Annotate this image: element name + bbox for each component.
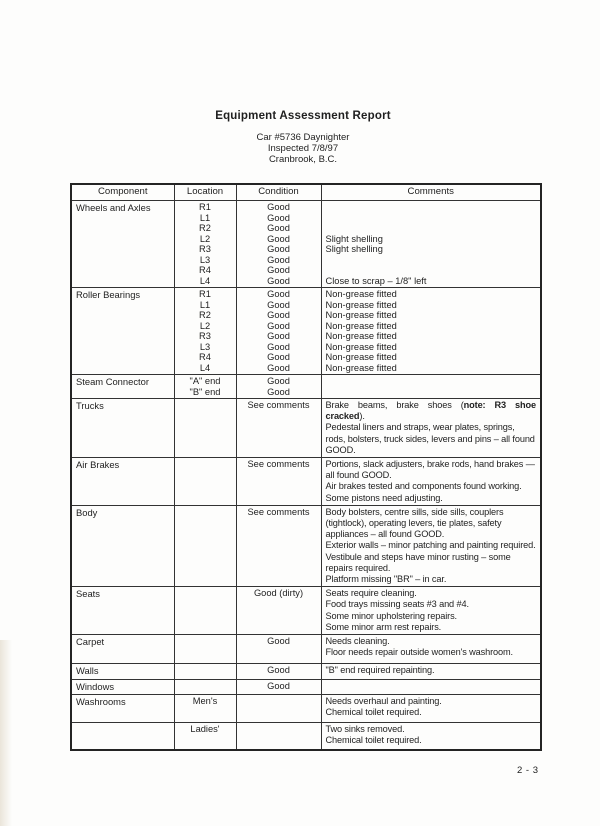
- condition-line: Good: [267, 341, 290, 352]
- condition-line: Good: [267, 299, 290, 310]
- comment-paragraph: Floor needs repair outside women's washroom.: [325, 647, 513, 658]
- comment-paragraph: Needs cleaning.: [325, 636, 390, 647]
- table-row-trucks: [71, 399, 541, 458]
- location-line: R4: [199, 265, 211, 275]
- condition-line: Good: [267, 352, 290, 362]
- component-cell: Wheels and Axles: [71, 201, 174, 288]
- condition-cell: [236, 201, 321, 288]
- condition-cell: [236, 458, 321, 506]
- condition-line: Good: [267, 362, 290, 373]
- comment-line: Non-grease fitted: [325, 331, 397, 341]
- comment-line: Close to scrap – 1/8" left: [325, 275, 427, 286]
- comment-paragraph: Food trays missing seats #3 and #4.: [325, 599, 469, 610]
- component-cell: Windows: [71, 680, 174, 695]
- condition-line: Good: [267, 376, 290, 386]
- condition-cell: [236, 695, 321, 723]
- condition-line: Good: [267, 275, 290, 286]
- location-line: Cranbrook, B.C.: [268, 153, 338, 165]
- component-cell: Seats: [71, 587, 174, 635]
- location-line: R1: [199, 289, 211, 299]
- condition-line: Good: [267, 386, 290, 397]
- location-line: L1: [199, 212, 211, 223]
- location-line: L3: [199, 341, 211, 352]
- condition-line: Good: [267, 223, 290, 233]
- location-line: "A" end: [189, 376, 221, 386]
- assessment-table: [70, 183, 542, 751]
- comment-line: Slight shelling: [325, 244, 383, 254]
- comment-text: Brake beams, brake shoes (: [325, 400, 464, 410]
- comment-paragraph: Pedestal liners and straps, wear plates, springs, rods, bolsters, truck sides, levers and pins – all found GOOD.: [325, 422, 535, 455]
- header-comments: Comments: [321, 184, 541, 201]
- comment-paragraph: Seats require cleaning.: [325, 588, 417, 599]
- condition-line: Good: [267, 636, 290, 647]
- car-number-line: Car #5736 Daynighter: [256, 132, 350, 143]
- comments-cell: [321, 723, 541, 751]
- inspected-date-line: Inspected 7/8/97: [267, 142, 339, 154]
- condition-cell: [236, 680, 321, 695]
- component-cell: Air Brakes: [71, 458, 174, 506]
- comment-text: ).: [359, 411, 365, 422]
- condition-line: Good: [267, 331, 290, 341]
- location-cell: [174, 664, 236, 680]
- comment-paragraph: Some minor arm rest repairs.: [325, 621, 442, 632]
- condition-line: Good: [267, 320, 290, 331]
- component-cell: Body: [71, 505, 174, 586]
- location-line: L4: [199, 275, 211, 286]
- comments-cell: [321, 505, 541, 586]
- location-line: R3: [199, 244, 211, 254]
- component-cell: Walls: [71, 664, 174, 680]
- comment-paragraph: Body bolsters, centre sills, side sills, couplers (tightlock), operating levers, tie plates, safety appliances – all found GOOD.: [325, 506, 504, 540]
- table-row-steam-connector: [71, 375, 541, 399]
- table-row-windows: [71, 680, 541, 695]
- location-cell: [174, 288, 236, 375]
- header-condition: Condition: [236, 184, 321, 201]
- comment-paragraph: Some minor upholstering repairs.: [325, 610, 457, 621]
- table-row-wheels: [71, 201, 541, 288]
- component-cell: Carpet: [71, 635, 174, 664]
- comment-paragraph: Chemical toilet required.: [325, 735, 422, 746]
- comments-cell: [321, 288, 541, 375]
- comment-paragraph: Portions, slack adjusters, brake rods, hand brakes —all found GOOD.: [325, 459, 535, 481]
- subtitle-block: [0, 133, 600, 165]
- condition-line: Good: [267, 233, 290, 244]
- location-cell: [174, 695, 236, 723]
- report-title: Equipment Assessment Report: [215, 110, 391, 122]
- component-cell: [71, 723, 174, 751]
- table-row-washrooms-ladies: [71, 723, 541, 751]
- table-row-body: [71, 505, 541, 586]
- comments-cell: [321, 201, 541, 288]
- comment-line: Non-grease fitted: [325, 310, 397, 320]
- location-cell: [174, 587, 236, 635]
- comment-line: Non-grease fitted: [325, 320, 397, 331]
- location-line: Ladies': [190, 724, 220, 735]
- comment-paragraph: Chemical toilet required.: [325, 707, 422, 718]
- comment-paragraph: Two sinks removed.: [325, 724, 405, 735]
- condition-line: See comments: [247, 459, 310, 470]
- comment-paragraph: Some pistons need adjusting.: [325, 492, 443, 503]
- location-cell: [174, 680, 236, 695]
- location-line: L2: [199, 233, 211, 244]
- location-line: R2: [199, 223, 211, 233]
- condition-cell: [236, 723, 321, 751]
- location-line: L1: [199, 299, 211, 310]
- table-row-washrooms-mens: [71, 695, 541, 723]
- condition-line: See comments: [247, 400, 310, 410]
- location-line: L2: [199, 320, 211, 331]
- location-line: R1: [199, 202, 211, 212]
- table-row-carpet: [71, 635, 541, 664]
- comment-paragraph: Exterior walls – minor patching and painting required.: [325, 540, 536, 551]
- comment-paragraph: [326, 400, 537, 422]
- condition-cell: [236, 587, 321, 635]
- comment-bold-note: note: R3 shoe cracked: [325, 400, 537, 422]
- table-row-roller-bearings: [71, 288, 541, 375]
- comment-paragraph: Air brakes tested and components found working.: [325, 481, 522, 492]
- location-line: L3: [199, 254, 211, 265]
- location-cell: [174, 458, 236, 506]
- comment-paragraph: Platform missing "BR" – in car.: [325, 574, 447, 585]
- header-component: Component: [71, 184, 174, 201]
- condition-cell: [236, 635, 321, 664]
- comments-cell: [321, 399, 541, 458]
- table-row-walls: [71, 664, 541, 680]
- comment-paragraph: "B" end required repainting.: [325, 665, 435, 676]
- component-cell: Washrooms: [71, 695, 174, 723]
- comments-cell: [321, 587, 541, 635]
- condition-line: Good: [267, 212, 290, 223]
- comment-line: Slight shelling: [325, 233, 383, 244]
- page-number: 2 - 3: [517, 765, 539, 776]
- comments-cell: [321, 680, 541, 695]
- comment-line: [326, 223, 537, 234]
- condition-line: Good: [267, 681, 290, 692]
- condition-cell: [236, 288, 321, 375]
- location-cell: [174, 723, 236, 751]
- component-cell: Roller Bearings: [71, 288, 174, 375]
- location-line: "B" end: [189, 386, 221, 397]
- comments-cell: [321, 635, 541, 664]
- header-row: [71, 184, 541, 201]
- comment-paragraph: Vestibule and steps have minor rusting – some repairs required.: [325, 551, 511, 573]
- location-cell: [174, 505, 236, 586]
- condition-line: Good (dirty): [253, 588, 304, 599]
- condition-line: Good: [267, 289, 290, 299]
- comments-cell: [321, 375, 541, 399]
- location-line: L4: [199, 362, 211, 373]
- comment-paragraph: Needs overhaul and painting.: [325, 696, 442, 707]
- comment-line: Non-grease fitted: [325, 362, 397, 373]
- table-row-seats: [71, 587, 541, 635]
- header-location: Location: [174, 184, 236, 201]
- component-cell: Trucks: [71, 399, 174, 458]
- location-cell: [174, 635, 236, 664]
- location-line: Men's: [192, 696, 218, 707]
- condition-cell: [236, 505, 321, 586]
- condition-cell: [236, 399, 321, 458]
- comment-line: Non-grease fitted: [325, 289, 397, 299]
- title-block: [0, 106, 600, 124]
- comments-cell: [321, 458, 541, 506]
- comment-line: Non-grease fitted: [325, 341, 397, 352]
- comment-line: [326, 202, 537, 213]
- location-cell: [174, 201, 236, 288]
- table-row-air-brakes: [71, 458, 541, 506]
- condition-line: Good: [267, 665, 290, 676]
- comment-line: [326, 255, 537, 266]
- comments-cell: [321, 695, 541, 723]
- comment-line: [326, 265, 537, 276]
- condition-line: See comments: [247, 506, 310, 517]
- scan-edge-artifact: [0, 640, 12, 826]
- location-line: R2: [199, 310, 211, 320]
- condition-line: Good: [267, 265, 290, 275]
- condition-line: Good: [267, 254, 290, 265]
- component-cell: Steam Connector: [71, 375, 174, 399]
- condition-line: Good: [267, 202, 290, 212]
- location-cell: [174, 399, 236, 458]
- comment-line: Non-grease fitted: [325, 299, 397, 310]
- comment-line: [326, 213, 537, 224]
- location-line: R3: [199, 331, 211, 341]
- condition-cell: [236, 375, 321, 399]
- condition-line: Good: [267, 244, 290, 254]
- condition-cell: [236, 664, 321, 680]
- location-cell: [174, 375, 236, 399]
- condition-line: Good: [267, 310, 290, 320]
- location-line: R4: [199, 352, 211, 362]
- comments-cell: [321, 664, 541, 680]
- comment-line: Non-grease fitted: [325, 352, 397, 362]
